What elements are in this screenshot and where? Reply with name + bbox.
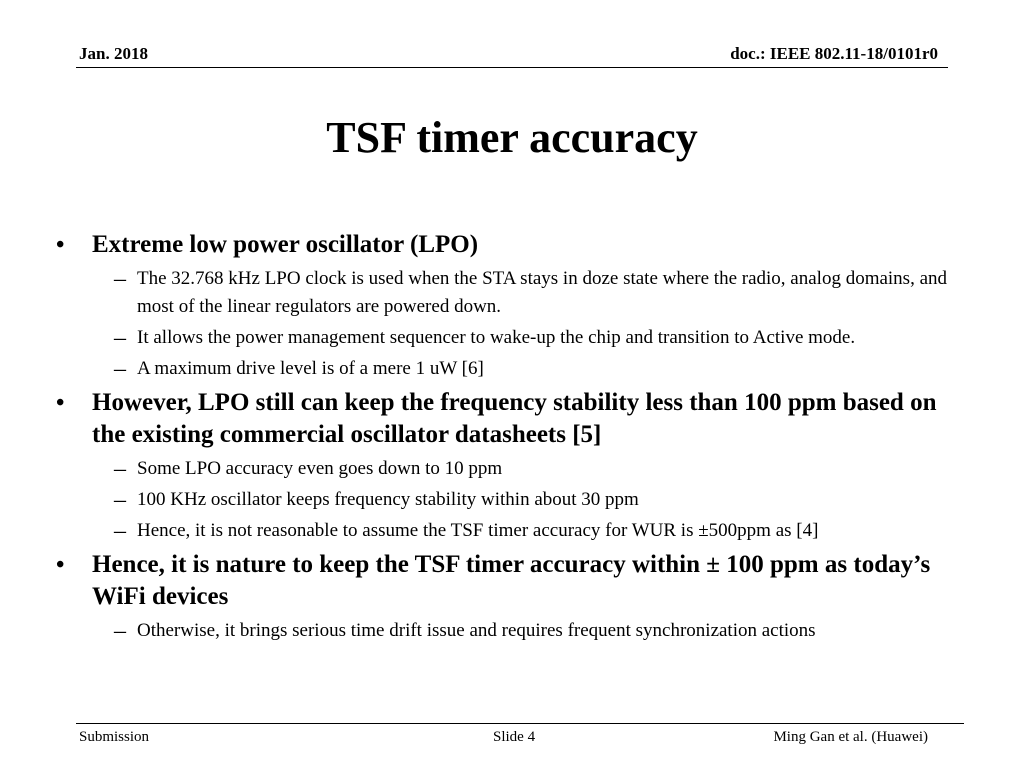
dash-marker: – bbox=[114, 325, 126, 351]
bullet-3 bbox=[56, 549, 976, 645]
header-doc-id: doc.: IEEE 802.11-18/0101r0 bbox=[730, 44, 938, 63]
bullet-marker: • bbox=[56, 390, 65, 416]
dash-marker: – bbox=[114, 266, 126, 292]
bullet-1-text: Extreme low power oscillator (LPO) bbox=[92, 231, 479, 258]
slide-content bbox=[56, 229, 976, 649]
sub-item bbox=[92, 455, 976, 483]
sub-item-text: 100 KHz oscillator keeps frequency stability within about 30 ppm bbox=[137, 489, 639, 510]
bullet-marker: • bbox=[56, 232, 65, 258]
footer-slide-number: Slide 4 bbox=[493, 729, 536, 745]
sub-item-text: The 32.768 kHz LPO clock is used when the STA stays in doze state where the radio, analog domains, and most of the linear regulators are powered down. bbox=[137, 268, 948, 317]
footer-author: Ming Gan et al. (Huawei) bbox=[773, 729, 928, 745]
sub-item-text: A maximum drive level is of a mere 1 uW [6] bbox=[137, 358, 484, 379]
bullet-1-subs bbox=[92, 265, 976, 383]
dash-marker: – bbox=[114, 487, 126, 513]
header-rule bbox=[76, 67, 948, 68]
sub-item-text: Otherwise, it brings serious time drift issue and requires frequent synchronization actions bbox=[137, 620, 816, 641]
sub-item-text: Hence, it is not reasonable to assume the TSF timer accuracy for WUR is ±500ppm as [4] bbox=[137, 520, 819, 541]
dash-marker: – bbox=[114, 618, 126, 644]
sub-item bbox=[92, 355, 976, 383]
sub-item bbox=[92, 617, 976, 645]
sub-item bbox=[92, 486, 976, 514]
slide-title: TSF timer accuracy bbox=[326, 113, 698, 162]
header-date: Jan. 2018 bbox=[79, 44, 148, 63]
bullet-1 bbox=[56, 229, 976, 383]
bullet-2-subs bbox=[92, 455, 976, 545]
sub-item-text: It allows the power management sequencer to wake-up the chip and transition to Active mode. bbox=[137, 327, 856, 348]
bullet-2-text: However, LPO still can keep the frequency stability less than 100 ppm based on the existing commercial oscillator datasheets [5] bbox=[92, 389, 937, 448]
dash-marker: – bbox=[114, 518, 126, 544]
bullet-3-text: Hence, it is nature to keep the TSF timer accuracy within ± 100 ppm as today’s WiFi devices bbox=[92, 551, 931, 610]
dash-marker: – bbox=[114, 456, 126, 482]
footer-submission: Submission bbox=[79, 729, 150, 745]
bullet-marker: • bbox=[56, 552, 65, 578]
sub-item bbox=[92, 517, 976, 545]
sub-item-text: Some LPO accuracy even goes down to 10 ppm bbox=[137, 458, 503, 479]
dash-marker: – bbox=[114, 356, 126, 382]
bullet-2 bbox=[56, 387, 976, 545]
bullet-3-subs bbox=[92, 617, 976, 645]
sub-item bbox=[92, 324, 976, 352]
sub-item bbox=[92, 265, 976, 321]
footer-rule bbox=[76, 723, 964, 724]
